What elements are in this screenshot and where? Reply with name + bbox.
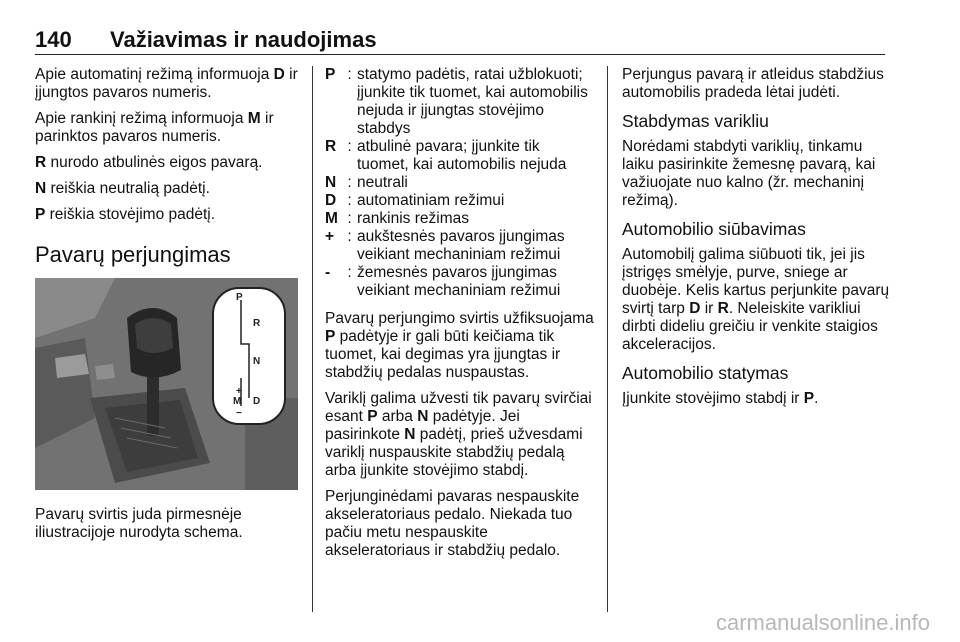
paragraph-neutral: N reiškia neutralią padėtį. bbox=[35, 180, 210, 197]
section-title: Pavarų perjungimas bbox=[35, 242, 231, 267]
gate-label-M: M bbox=[233, 396, 242, 407]
paragraph-manual-mode: Apie rankinį režimą informuoja M ir parinktos pavaros numeris. bbox=[35, 110, 274, 145]
paragraph-creep: Perjungus pavarą ir atleidus stabdžius automobilis pradeda lėtai judėti. bbox=[622, 66, 884, 101]
gear-shifter-illustration bbox=[35, 278, 298, 490]
paragraph-park: P reiškia stovėjimo padėtį. bbox=[35, 206, 216, 223]
heading-parking: Automobilio statymas bbox=[622, 363, 789, 383]
definition-row-M: M : rankinis režimas bbox=[325, 210, 469, 227]
paragraph-lever-lock: Pavarų perjungimo svirtis užfiksuojama P padėtyje ir gali būti keičiama tik tuomet, kai degimas yra įjungtas ir stabdžių pedalas nuspaustas. bbox=[325, 310, 594, 381]
gate-label-N: N bbox=[253, 356, 261, 367]
page-header bbox=[35, 25, 885, 55]
definition-row-N: N : neutrali bbox=[325, 174, 408, 191]
page-number: 140 bbox=[35, 27, 72, 52]
gate-label-D: D bbox=[253, 396, 261, 407]
gate-label-plus: + bbox=[236, 386, 242, 397]
paragraph-engine-start: Variklį galima užvesti tik pavarų svirčiai esant P arba N padėtyje. Jei pasirinkote N padėtį, prieš užvesdami variklį nuspauskite stabdžių pedalą arba įjunkite stovėjimo stabdį. bbox=[325, 390, 592, 479]
paragraph-accelerator-warning: Perjunginėdami pavaras nespauskite akseleratoriaus pedalo. Niekada tuo pačiu metu nespauskite akseleratoriaus ir stabdžių pedalo. bbox=[325, 488, 580, 559]
paragraph-reverse: R nurodo atbulinės eigos pavarą. bbox=[35, 154, 263, 171]
definition-row-D: D : automatiniam režimui bbox=[325, 192, 505, 209]
paragraph-auto-mode: Apie automatinį režimą informuoja D ir įjungtos pavaros numeris. bbox=[35, 66, 298, 101]
column-divider-1 bbox=[312, 66, 313, 612]
column-3 bbox=[622, 66, 890, 416]
definition-row-plus: + : aukštesnės pavaros įjungimas veikiant mechaniniam režimui bbox=[325, 228, 565, 263]
definition-row-R: R : atbulinė pavara; įjunkite tik tuomet, kai automobilis nejuda bbox=[325, 138, 567, 173]
figure-caption: Pavarų svirtis juda pirmesnėje iliustracijoje nurodyta schema. bbox=[35, 506, 243, 541]
gate-label-R: R bbox=[253, 318, 261, 329]
page-title: Važiavimas ir naudojimas bbox=[110, 27, 377, 52]
column-1 bbox=[35, 66, 300, 550]
paragraph-parking: Įjunkite stovėjimo stabdį ir P. bbox=[622, 390, 819, 407]
header-rule bbox=[35, 54, 885, 55]
paragraph-rocking: Automobilį galima siūbuoti tik, jei jis įstrigęs smėlyje, purve, sniege ar duobėje. Kelis kartus perjunkite pavarų svirtį tarp D ir R. Neleiskite varikliui dirbti dideliu greičiu ir venkite staigios akceleracijos. bbox=[622, 246, 890, 353]
definition-row-P: P : statymo padėtis, ratai užblokuoti; įjunkite tik tuomet, kai automobilis nejuda ir įjungtas stovėjimo stabdys bbox=[325, 66, 588, 137]
watermark: carmanualsonline.info bbox=[715, 610, 930, 635]
column-divider-2 bbox=[607, 66, 608, 612]
heading-rocking: Automobilio siūbavimas bbox=[622, 219, 806, 239]
paragraph-engine-braking: Norėdami stabdyti variklių, tinkamu laiku pasirinkite žemesnę pavarą, kai važiuojate nuo kalno (žr. mechaninį režimą). bbox=[622, 138, 876, 209]
gear-definition-list bbox=[325, 66, 595, 300]
definition-row-minus: - : žemesnės pavaros įjungimas veikiant mechaniniam režimui bbox=[325, 264, 561, 299]
gate-label-P: P bbox=[236, 292, 243, 303]
column-2 bbox=[325, 66, 595, 568]
gate-label-minus: − bbox=[236, 408, 242, 419]
heading-engine-braking: Stabdymas varikliu bbox=[622, 111, 769, 131]
